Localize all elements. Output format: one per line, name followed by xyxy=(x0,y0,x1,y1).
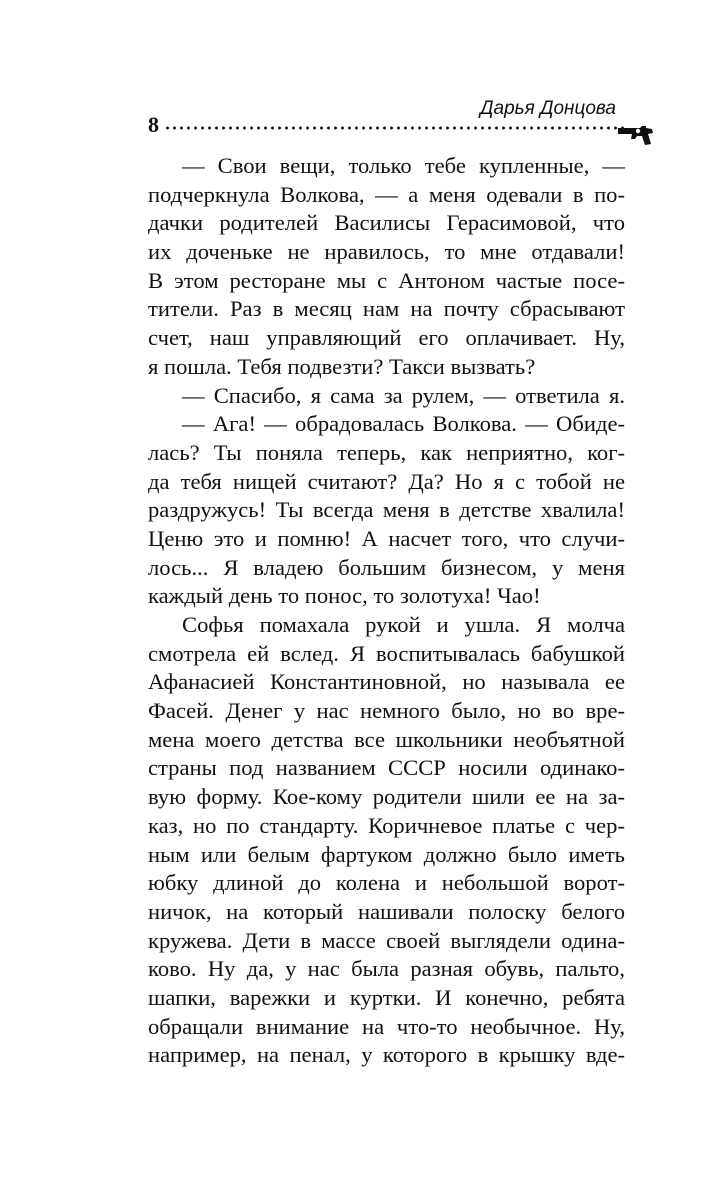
text-line: Ценю это и помню! А насчет того, что случи- xyxy=(148,525,625,551)
text-line: их доченьке не нравилось, то мне отдавали! xyxy=(148,239,625,265)
running-header xyxy=(148,100,668,144)
text-line: да тебя нищей считают? Да? Но я с тобой не xyxy=(148,468,625,494)
text-line: ничок, на который нашивали полоску белого xyxy=(148,898,625,924)
text-line: лась? Ты поняла теперь, как неприятно, ког- xyxy=(148,439,625,465)
text-line: обращали внимание на что-то необычное. Ну, xyxy=(148,1013,625,1039)
text-line: Софья помахала рукой и ушла. Я молча xyxy=(182,612,625,637)
text-line: В этом ресторане мы с Антоном частые посе- xyxy=(148,267,625,293)
text-line: каз, но по стандарту. Коричневое платье с чер- xyxy=(148,812,625,838)
page-number: 8 xyxy=(148,112,159,137)
text-line: лось... Я владею большим бизнесом, у меня xyxy=(148,554,625,580)
text-line: подчеркнула Волкова, — а меня одевали в по- xyxy=(148,181,625,207)
text-line: ным или белым фартуком должно было иметь xyxy=(148,841,625,867)
text-line: счет, наш управляющий его оплачивает. Ну, xyxy=(148,325,625,351)
text-line: тители. Раз в месяц нам на почту сбрасывают xyxy=(148,296,625,322)
author-name: Дарья Донцова xyxy=(480,98,616,119)
text-line: — Свои вещи, только тебе купленные, — xyxy=(182,153,625,178)
text-line: Фасей. Денег у нас немного было, но во вре- xyxy=(148,698,625,724)
dotted-leader xyxy=(164,126,626,130)
text-line: шапки, варежки и куртки. И конечно, ребята xyxy=(148,984,625,1010)
text-line: страны под названием СССР носили одинако- xyxy=(148,755,625,781)
text-line: Афанасией Константиновной, но называла ее xyxy=(148,669,625,695)
text-line: мена моего детства все школьники необъятной xyxy=(148,726,625,752)
text-line: например, на пенал, у которого в крышку вде- xyxy=(148,1042,625,1068)
text-line: — Ага! — обрадовалась Волкова. — Обиде- xyxy=(182,411,625,437)
text-line: я пошла. Тебя подвезти? Такси вызвать? xyxy=(148,353,536,379)
text-line: раздружусь! Ты всегда меня в детстве хвалила! xyxy=(148,497,625,523)
text-line: смотрела ей вслед. Я воспитывалась бабушкой xyxy=(148,640,625,666)
text-line: дачки родителей Василисы Герасимовой, что xyxy=(148,210,625,236)
text-line: — Спасибо, я сама за рулем, — ответила я. xyxy=(182,382,625,408)
revolver-icon xyxy=(618,120,654,146)
text-line: юбку длиной до колена и небольшой ворот- xyxy=(148,870,625,896)
text-line: кружева. Дети в массе своей выглядели одина- xyxy=(148,927,625,953)
text-line: ково. Ну да, у нас была разная обувь, пальто, xyxy=(148,956,625,982)
text-line: каждый день то понос, то золотуха! Чао! xyxy=(148,583,541,609)
body-text xyxy=(148,152,625,1070)
text-line: вую форму. Кое-кому родители шили ее на за- xyxy=(148,784,625,810)
